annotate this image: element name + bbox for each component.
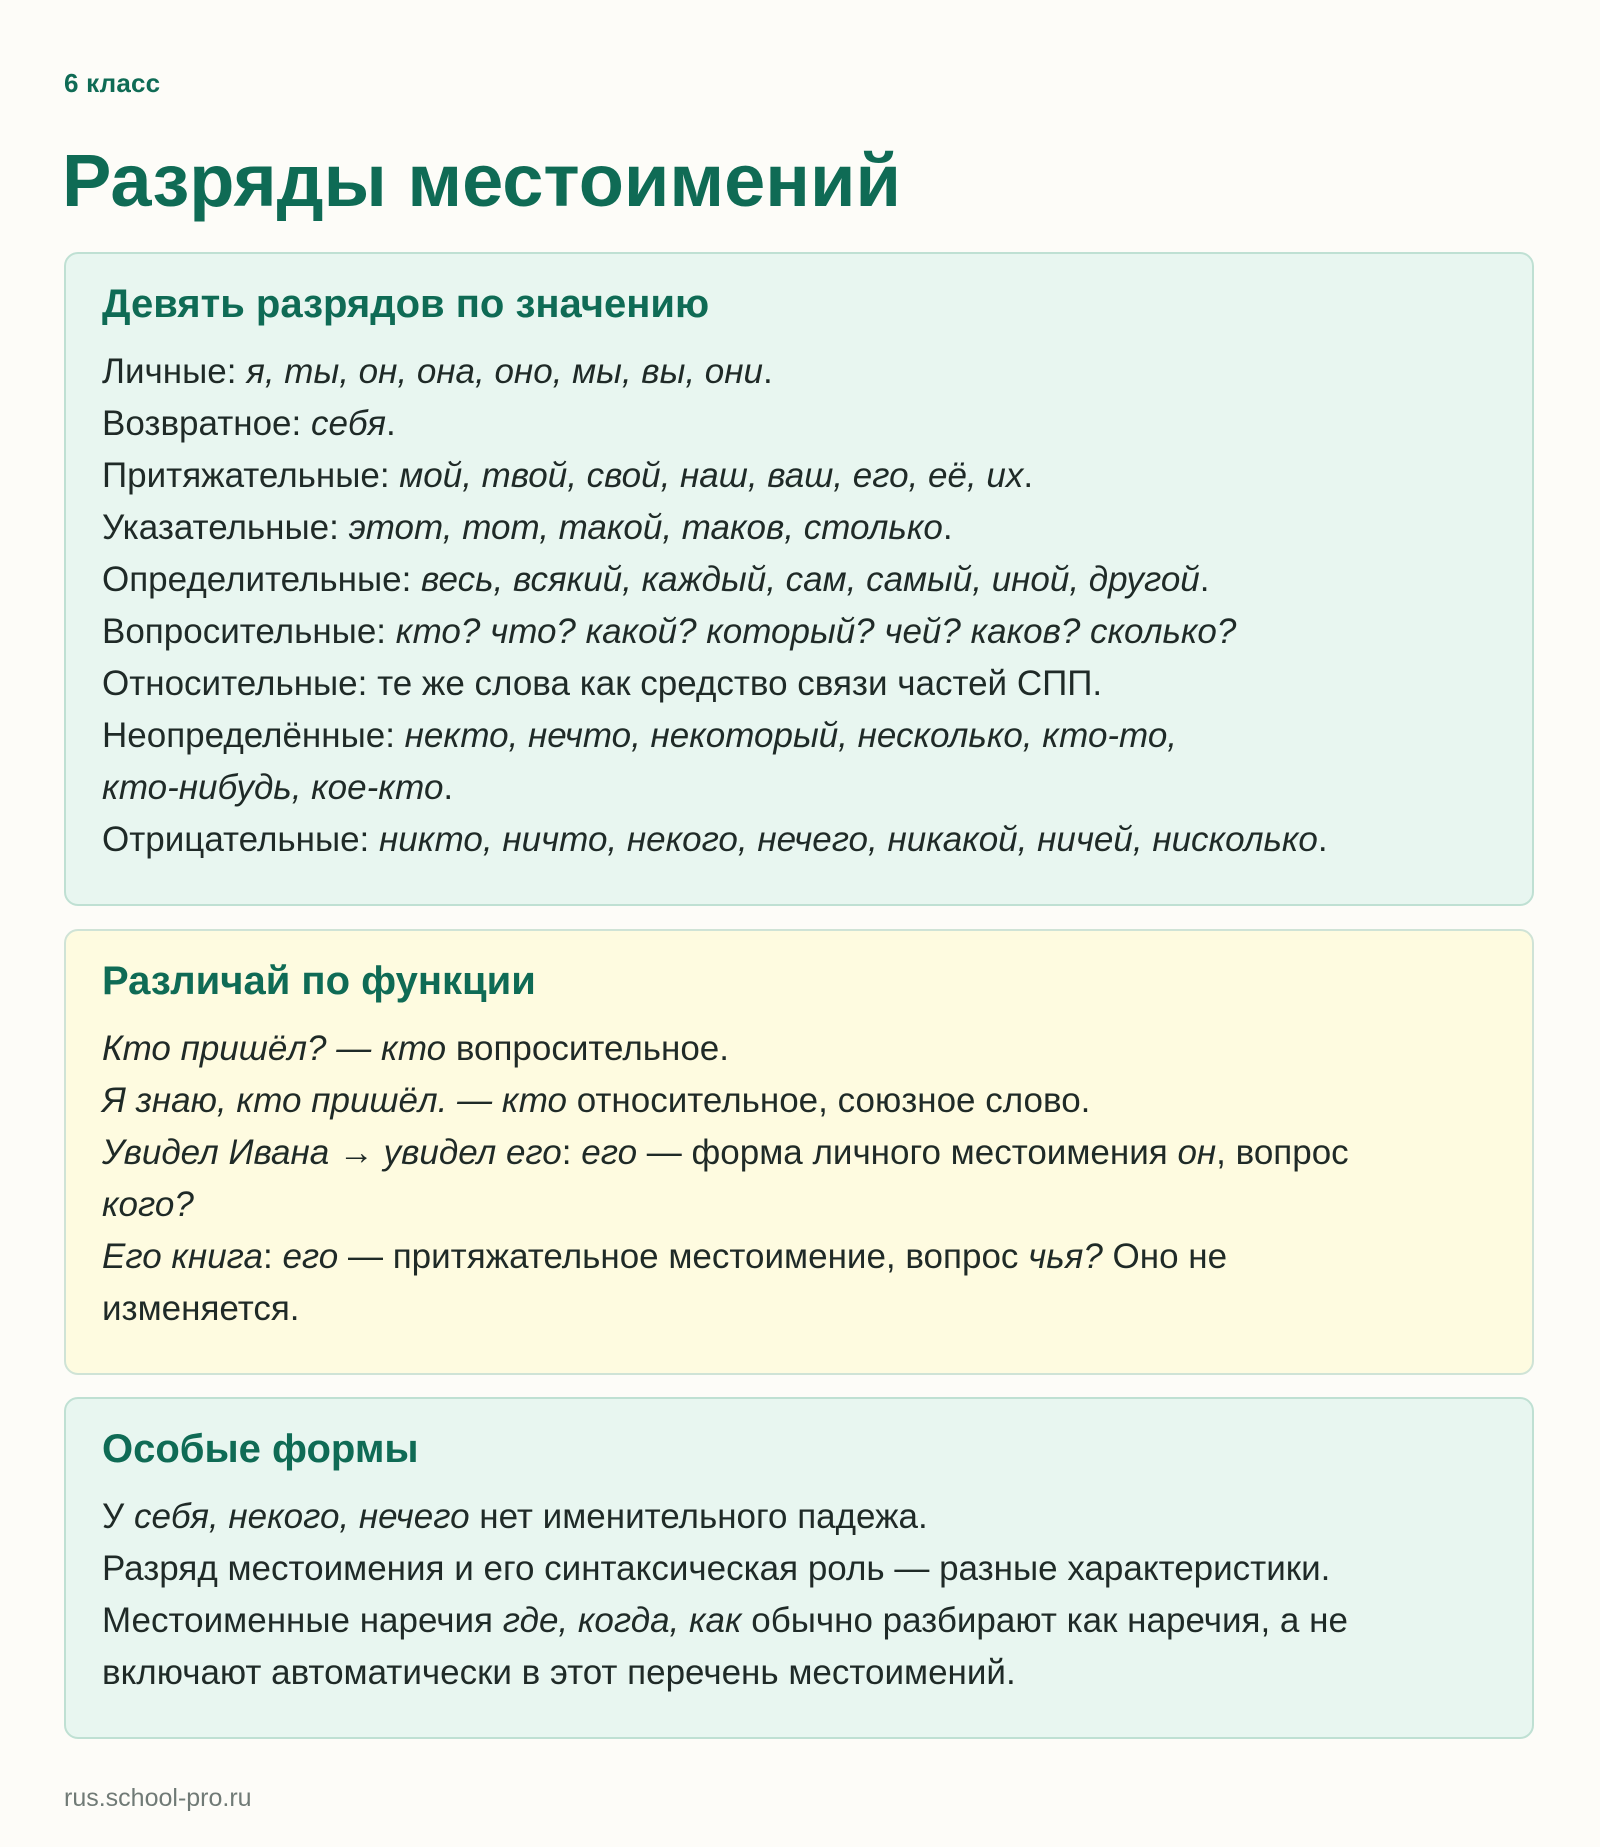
plain-text: включают автоматически в этот перечень местоимений. xyxy=(102,1653,1016,1692)
plain-text: изменяется. xyxy=(102,1289,300,1328)
text-line xyxy=(102,346,1496,398)
plain-text: У xyxy=(102,1497,134,1536)
example-text: кого? xyxy=(102,1185,194,1224)
text-line xyxy=(102,1179,1496,1231)
text-line xyxy=(102,502,1496,554)
plain-text: : xyxy=(561,1133,582,1172)
example-text: Увидел Ивана → увидел его xyxy=(102,1133,562,1172)
text-line xyxy=(102,554,1496,606)
plain-text: Местоименные наречия xyxy=(102,1601,503,1640)
example-text: я, ты, он, она, оно, мы, вы, они xyxy=(246,352,763,391)
plain-text: Притяжательные: xyxy=(102,456,400,495)
plain-text: нет именительного падежа. xyxy=(469,1497,928,1536)
plain-text: относительное, союзное слово. xyxy=(566,1081,1091,1120)
example-text: никто, ничто, некого, нечего, никакой, ничей, нисколько xyxy=(379,820,1318,859)
plain-text: Разряд местоимения и его синтаксическая роль — разные характеристики. xyxy=(102,1549,1331,1588)
text-line xyxy=(102,1127,1496,1179)
text-line xyxy=(102,1231,1496,1283)
plain-text: Отрицательные: xyxy=(102,820,380,859)
plain-text: — притяжательное местоимение, вопрос xyxy=(338,1237,1029,1276)
text-line xyxy=(102,1595,1496,1647)
example-text: себя, некого, нечего xyxy=(133,1497,470,1536)
plain-text: Неопределённые: xyxy=(102,716,405,755)
text-line xyxy=(102,814,1496,866)
plain-text: Вопросительные: xyxy=(102,612,396,651)
card-body xyxy=(102,1023,1496,1335)
example-text: кто-нибудь, кое-кто xyxy=(102,768,444,807)
card-categories xyxy=(64,252,1534,906)
plain-text: . xyxy=(443,768,454,807)
plain-text: . xyxy=(762,352,773,391)
text-line xyxy=(102,450,1496,502)
card-special-forms xyxy=(64,1397,1534,1739)
plain-text: . xyxy=(1317,820,1328,859)
text-line xyxy=(102,658,1496,710)
card-heading: Девять разрядов по значению xyxy=(102,282,710,326)
text-line xyxy=(102,606,1496,658)
example-text: Я знаю, кто пришёл. — кто xyxy=(102,1081,567,1120)
example-text: мой, твой, свой, наш, ваш, его, её, их xyxy=(399,456,1024,495)
plain-text: . xyxy=(1023,456,1034,495)
example-text: он xyxy=(1177,1133,1217,1172)
plain-text: . xyxy=(942,508,953,547)
example-text: чья? xyxy=(1028,1237,1103,1276)
plain-text: обычно разбирают как наречия, а не xyxy=(741,1601,1348,1640)
plain-text: Возвратное: xyxy=(102,404,311,443)
card-body xyxy=(102,346,1496,866)
footer-site: rus.school-pro.ru xyxy=(64,1784,252,1812)
card-function xyxy=(64,929,1534,1375)
example-text: некто, нечто, некоторый, несколько, кто-то, xyxy=(404,716,1178,755)
page-title: Разряды местоимений xyxy=(62,139,901,222)
example-text: себя xyxy=(310,404,386,443)
card-heading: Особые формы xyxy=(102,1427,419,1471)
example-text: его xyxy=(581,1133,638,1172)
grade-label: 6 класс xyxy=(64,68,161,98)
plain-text: Оно не xyxy=(1102,1237,1228,1276)
plain-text: Указательные: xyxy=(102,508,349,547)
plain-text: вопросительное. xyxy=(446,1029,729,1068)
card-heading: Различай по функции xyxy=(102,959,536,1003)
example-text: Кто пришёл? — кто xyxy=(102,1029,447,1068)
card-body xyxy=(102,1491,1496,1699)
text-line xyxy=(102,1543,1496,1595)
example-text: где, когда, как xyxy=(502,1601,742,1640)
plain-text: Личные: xyxy=(102,352,247,391)
example-text: Его книга xyxy=(102,1237,263,1276)
text-line xyxy=(102,710,1496,762)
text-line xyxy=(102,1023,1496,1075)
text-line xyxy=(102,1075,1496,1127)
text-line xyxy=(102,762,1496,814)
plain-text: — форма личного местоимения xyxy=(637,1133,1178,1172)
text-line xyxy=(102,398,1496,450)
example-text: этот, тот, такой, таков, столько xyxy=(348,508,943,547)
example-text: кто? что? какой? который? чей? каков? сколько? xyxy=(395,612,1237,651)
example-text: его xyxy=(282,1237,339,1276)
plain-text: , вопрос xyxy=(1216,1133,1349,1172)
plain-text: Относительные: те же слова как средство связи частей СПП. xyxy=(102,664,1103,703)
text-line xyxy=(102,1647,1496,1699)
plain-text: . xyxy=(385,404,396,443)
plain-text: : xyxy=(263,1237,283,1276)
text-line xyxy=(102,1283,1496,1335)
example-text: весь, всякий, каждый, сам, самый, иной, другой xyxy=(421,560,1200,599)
plain-text: . xyxy=(1199,560,1210,599)
text-line xyxy=(102,1491,1496,1543)
plain-text: Определительные: xyxy=(102,560,422,599)
